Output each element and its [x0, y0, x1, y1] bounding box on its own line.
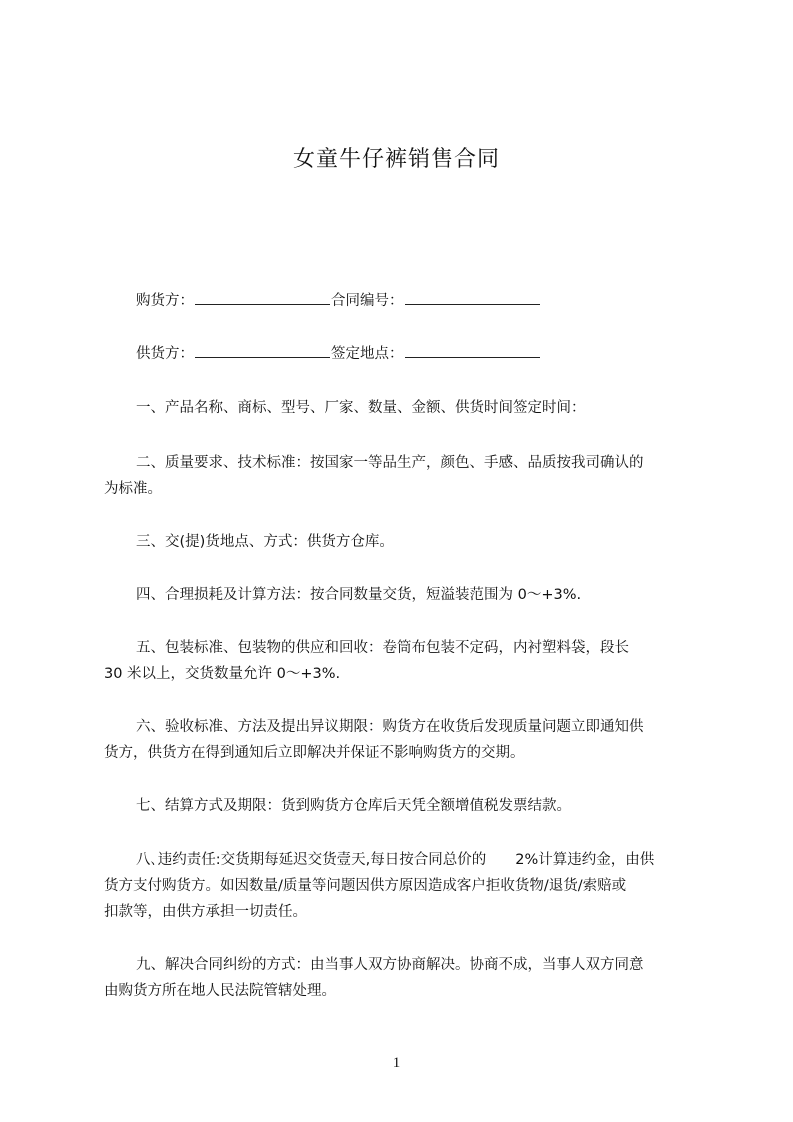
- clause-5-line-2: 30 米以上，交货数量允许 0～+3%.: [104, 666, 341, 682]
- supplier-place-row: [104, 342, 736, 366]
- clause-2-line-2: 为标准。: [104, 481, 162, 497]
- contract-no-label: 合同编号：: [331, 293, 404, 309]
- page-number: 1: [392, 1055, 401, 1071]
- clause-8-line-2: 货方支付购货方。如因数量/质量等问题因供方原因造成客户拒收货物/退货/索赔或: [104, 878, 627, 894]
- buyer-label: 购货方：: [136, 293, 194, 309]
- contract-no-blank: [405, 289, 540, 305]
- clause-9-line-1: 九、解决合同纠纷的方式：由当事人双方协商解决。协商不成，当事人双方同意: [136, 957, 644, 973]
- buyer-blank: [195, 289, 330, 305]
- clause-1: 一、产品名称、商标、型号、厂家、数量、金额、供货时间签定时间：: [136, 400, 586, 416]
- clause-7: 七、结算方式及期限：货到购货方仓库后天凭全额增值税发票结款。: [136, 798, 571, 814]
- clause-9-line-2: 由购货方所在地人民法院管辖处理。: [104, 983, 336, 999]
- clause-5-line-1: 五、包装标准、包装物的供应和回收：卷筒布包装不定码，内衬塑料袋，段长: [136, 640, 629, 656]
- clause-3: 三、交(提)货地点、方式：供货方仓库。: [136, 534, 394, 550]
- supplier-label: 供货方：: [136, 346, 194, 362]
- clause-6-line-2: 货方，供货方在得到通知后立即解决并保证不影响购货方的交期。: [104, 745, 525, 761]
- document-title: 女童牛仔裤销售合同: [292, 147, 500, 172]
- signing-place-label: 签定地点：: [331, 346, 404, 362]
- clause-6-line-1: 六、验收标准、方法及提出异议期限：购货方在收货后发现质量问题立即通知供: [136, 719, 644, 735]
- buyer-contract-row: [104, 289, 736, 313]
- clause-8-line-1: 八､违约责任:交货期每延迟交货壹天,每日按合同总价的 2%计算违约金，由供: [136, 852, 655, 868]
- clause-8-line-3: 扣款等，由供方承担一切责任。: [104, 904, 307, 920]
- supplier-blank: [195, 342, 330, 358]
- signing-place-blank: [405, 342, 540, 358]
- clause-2-line-1: 二、质量要求、技术标准：按国家一等品生产，颜色、手感、品质按我司确认的: [136, 455, 644, 471]
- clause-4: 四、合理损耗及计算方法：按合同数量交货，短溢装范围为 0～+3%.: [136, 587, 582, 603]
